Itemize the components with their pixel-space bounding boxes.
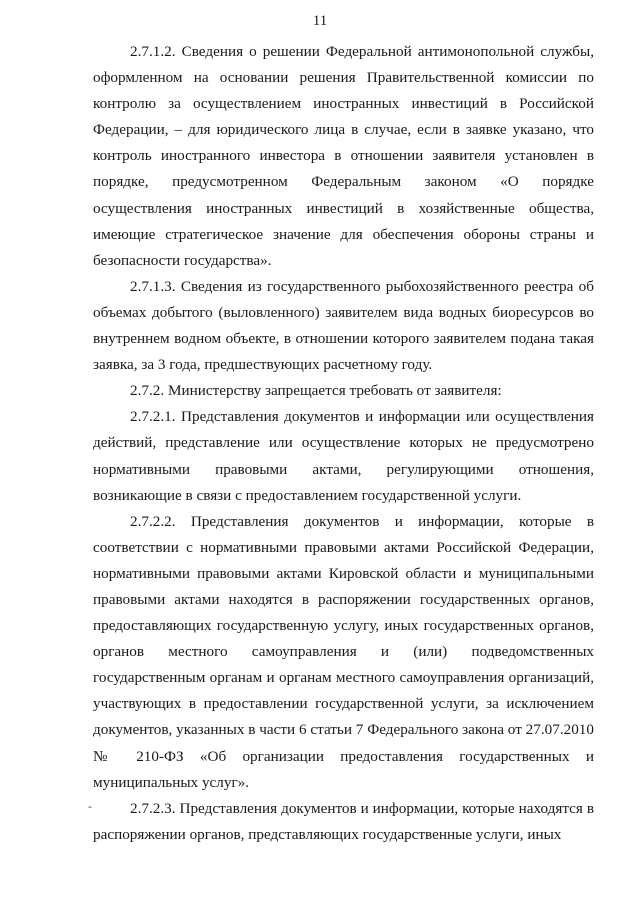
- paragraph-2-7-2: 2.7.2. Министерству запрещается требовать от заявителя:: [130, 382, 502, 400]
- page-number: 11: [312, 13, 328, 29]
- paragraph-2-7-2-2: 2.7.2.2. Представления документов и информации, которые в соответствии с нормативными правовыми актами Российской Федерации, нормативными правовыми актами Кировской области и муниципальными правовыми актами находятся в распоряжении государственных органов, предоставляющих государственную услугу, иных государственных органов, органов местного самоуправления и (или) подведомственных государственным органам и органам местного самоуправления организаций, участвующих в предоставлении государственной услуги, за исключением документов, указанных в части 6 статьи 7 Федерального закона от 27.07.2010 № 210-ФЗ «Об организации предоставления государственных и муниципальных услуг».: [93, 512, 594, 791]
- paragraph-2-7-1-2: 2.7.1.2. Сведения о решении Федеральной антимонопольной службы, оформленном на основании решения Правительственной комиссии по контролю за осуществлением иностранных инвестиций в Российской Федерации, – для юридического лица в случае, если в заявке указано, что контроль иностранного инвестора в отношении заявителя установлен в порядке, предусмотренном Федеральным законом «О порядке осуществления иностранных инвестиций в хозяйственные общества, имеющие стратегическое значение для обеспечения обороны страны и безопасности государства».: [93, 43, 594, 269]
- paragraph-2-7-2-1: 2.7.2.1. Представления документов и информации или осуществления действий, представление или осуществление которых не предусмотрено нормативными правовыми актами, регулирующими отношения, возникающие в связи с предоставлением государственной услуги.: [93, 408, 594, 504]
- paragraph-2-7-2-3: 2.7.2.3. Представления документов и информации, которые находятся в распоряжении органов, представляющих государственные услуги, иных: [93, 799, 594, 843]
- paragraph-2-7-1-3: 2.7.1.3. Сведения из государственного рыбохозяйственного реестра об объемах добытого (выловленного) заявителем вида водных биоресурсов во внутреннем водном объекте, в отношении которого заявителем подана такая заявка, за 3 года, предшествующих расчетному году.: [93, 277, 594, 374]
- margin-dash-mark: -: [88, 799, 92, 813]
- document-body: [93, 39, 594, 848]
